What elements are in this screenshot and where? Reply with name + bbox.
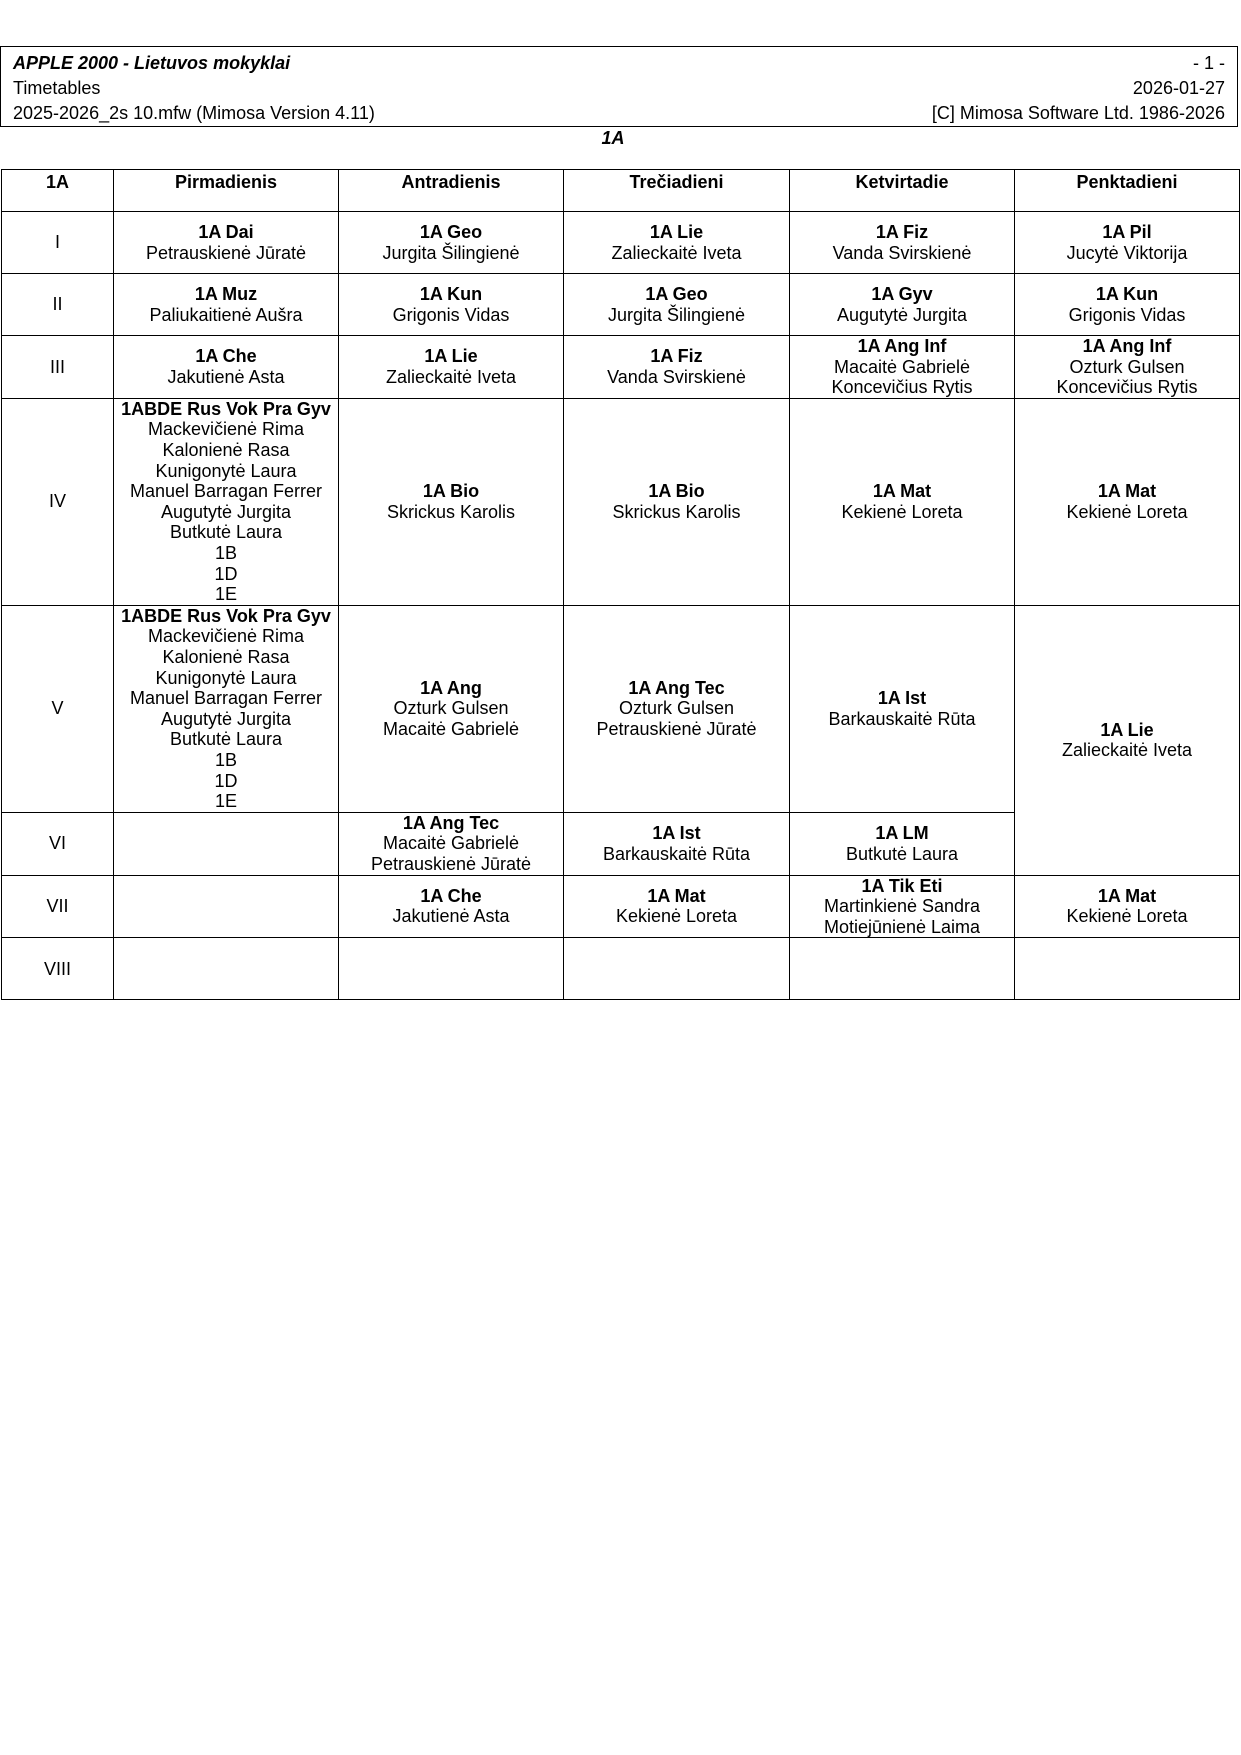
subject-label: 1A Pil (1102, 221, 1152, 242)
teacher-or-group: Mackevičienė Rima (147, 419, 305, 440)
teacher-or-group: 1B (214, 749, 238, 770)
lesson-cell (564, 938, 790, 1000)
lesson-cell (114, 274, 339, 336)
copyright: [C] Mimosa Software Ltd. 1986-2026 (931, 103, 1225, 123)
class-title: 1A (601, 128, 625, 148)
teacher-or-group: Koncevičius Rytis (1056, 377, 1198, 398)
subject-label: 1A Che (420, 885, 482, 906)
lesson-cell (339, 274, 564, 336)
period-label: VI (2, 812, 114, 875)
subject-label: 1A Bio (648, 481, 705, 502)
lesson-cell (114, 212, 339, 274)
subject-label: 1A Bio (422, 481, 480, 502)
lesson-cell (114, 812, 339, 875)
period-label: I (2, 212, 114, 274)
teacher-or-group: Barkauskaitė Rūta (828, 708, 976, 729)
subject-label: 1ABDE Rus Vok Pra Gyv (121, 398, 331, 419)
lesson-cell (1015, 605, 1240, 875)
subject-label: 1A Fiz (875, 221, 929, 242)
period-label: II (2, 274, 114, 336)
subject-label: 1A Lie (424, 346, 478, 367)
teacher-or-group: Jakutienė Asta (392, 906, 510, 927)
subject-label: 1A Fiz (650, 346, 703, 367)
subject-label: 1A Gyv (871, 283, 933, 304)
teacher-or-group: Barkauskaitė Rūta (602, 843, 751, 864)
teacher-or-group: Macaitė Gabrielė (833, 356, 971, 377)
teacher-or-group: Kekienė Loreta (841, 501, 963, 522)
day-header: Antradienis (339, 170, 564, 212)
lesson-cell (1015, 938, 1240, 1000)
teacher-or-group: 1E (214, 791, 238, 812)
teacher-or-group: Augutytė Jurgita (836, 304, 968, 325)
lesson-cell (1015, 398, 1240, 605)
lesson-cell (339, 336, 564, 399)
lesson-cell (114, 336, 339, 399)
lesson-cell (339, 212, 564, 274)
teacher-or-group: Jurgita Šilingienė (607, 304, 746, 325)
lesson-cell (564, 274, 790, 336)
teacher-or-group: Grigonis Vidas (392, 304, 510, 325)
lesson-cell (790, 212, 1015, 274)
corner-cell: 1A (2, 170, 114, 212)
lesson-cell (339, 812, 564, 875)
lesson-cell (1015, 875, 1240, 938)
lesson-cell (790, 274, 1015, 336)
lesson-cell (339, 938, 564, 1000)
lesson-cell (790, 605, 1015, 812)
teacher-or-group: Kalonienė Rasa (162, 647, 290, 667)
subject-label: 1A Mat (647, 885, 706, 906)
subject-label: 1A Mat (1097, 481, 1157, 502)
lesson-cell (339, 398, 564, 605)
lesson-cell (339, 875, 564, 938)
teacher-or-group: Butkutė Laura (169, 729, 283, 750)
teacher-or-group: Augutytė Jurgita (160, 708, 292, 729)
period-label: III (2, 336, 114, 399)
teacher-or-group: Paliukaitienė Aušra (149, 304, 303, 325)
lesson-cell (564, 812, 790, 875)
period-row (2, 212, 1240, 274)
lesson-cell (790, 336, 1015, 399)
day-header: Penktadieni (1015, 170, 1240, 212)
subject-label: 1A Tik Eti (861, 875, 943, 896)
lesson-cell (114, 938, 339, 1000)
period-row (2, 336, 1240, 399)
subject-label: 1A Ist (877, 688, 927, 709)
teacher-or-group: Jurgita Šilingienė (382, 242, 520, 263)
report-header (0, 46, 1238, 127)
lesson-cell (1015, 336, 1240, 399)
subject-label: 1A Geo (645, 283, 708, 304)
timetable (1, 169, 1240, 1000)
subject-label: 1A Ist (652, 823, 701, 844)
subject-label: 1ABDE Rus Vok Pra Gyv (121, 605, 331, 626)
lesson-cell (790, 398, 1015, 605)
subject-label: 1A Ang (420, 677, 482, 698)
report-date: 2026-01-27 (1132, 78, 1225, 98)
teacher-or-group: 1D (214, 770, 238, 791)
teacher-or-group: Ozturk Gulsen (1069, 356, 1185, 377)
subject-label: 1A Kun (1095, 283, 1159, 304)
teacher-or-group: Kunigonytė Laura (155, 667, 297, 688)
teacher-or-group: Vanda Svirskienė (832, 242, 972, 263)
teacher-or-group: Skrickus Karolis (386, 501, 516, 522)
lesson-cell (564, 875, 790, 938)
subject-label: 1A Ang Tec (402, 812, 500, 833)
lesson-cell (114, 398, 339, 605)
teacher-or-group: Vanda Svirskienė (607, 366, 746, 387)
subject-label: 1A Mat (872, 481, 932, 502)
teacher-or-group: Kunigonytė Laura (155, 460, 297, 481)
lesson-cell (1015, 274, 1240, 336)
teacher-or-group: Butkutė Laura (169, 522, 283, 543)
teacher-or-group: Kekienė Loreta (1066, 501, 1188, 522)
teacher-or-group: Zalieckaitė Iveta (1061, 740, 1193, 761)
day-header: Trečiadieni (564, 170, 790, 212)
day-header: Pirmadienis (114, 170, 339, 212)
period-label: VIII (2, 938, 114, 1000)
lesson-cell (339, 605, 564, 812)
lesson-cell (564, 605, 790, 812)
teacher-or-group: Petrauskienė Jūratė (596, 719, 757, 740)
teacher-or-group: Kekienė Loreta (1066, 906, 1188, 927)
report-subtitle: Timetables (13, 78, 101, 98)
subject-label: 1A Dai (198, 221, 254, 242)
teacher-or-group: Macaitė Gabrielė (382, 719, 520, 740)
lesson-cell (790, 875, 1015, 938)
teacher-or-group: Petrauskienė Jūratė (145, 242, 307, 263)
lesson-cell (564, 336, 790, 399)
teacher-or-group: Zalieckaitė Iveta (611, 242, 742, 263)
lesson-cell (114, 875, 339, 938)
teacher-or-group: Ozturk Gulsen (618, 698, 735, 719)
lesson-cell (564, 212, 790, 274)
lesson-cell (790, 812, 1015, 875)
teacher-or-group: Motiejūnienė Laima (823, 916, 981, 937)
teacher-or-group: Macaitė Gabrielė (382, 833, 520, 854)
period-label: IV (2, 398, 114, 605)
teacher-or-group: Grigonis Vidas (1068, 304, 1186, 325)
teacher-or-group: Augutytė Jurgita (160, 501, 292, 522)
teacher-or-group: 1D (214, 563, 238, 584)
subject-label: 1A Kun (419, 283, 483, 304)
subject-label: 1A Ang Inf (857, 336, 947, 356)
lesson-cell (114, 605, 339, 812)
teacher-or-group: Martinkienė Sandra (823, 896, 981, 917)
day-header: Ketvirtadie (790, 170, 1015, 212)
teacher-or-group: Manuel Barragan Ferrer (129, 481, 323, 502)
teacher-or-group: Kalonienė Rasa (162, 440, 290, 460)
teacher-or-group: Jucytė Viktorija (1066, 242, 1188, 263)
teacher-or-group: Zalieckaitė Iveta (385, 366, 517, 387)
teacher-or-group: Kekienė Loreta (615, 906, 738, 927)
subject-label: 1A LM (875, 823, 929, 844)
period-row (2, 274, 1240, 336)
subject-label: 1A Ang Tec (628, 677, 725, 698)
file-name: 2025-2026_2s 10.mfw (Mimosa Version 4.11) (13, 103, 375, 123)
lesson-cell (564, 398, 790, 605)
period-row (2, 938, 1240, 1000)
period-row (2, 875, 1240, 938)
period-row (2, 605, 1240, 812)
subject-label: 1A Mat (1097, 885, 1157, 906)
teacher-or-group: Koncevičius Rytis (831, 377, 973, 398)
teacher-or-group: Skrickus Karolis (612, 501, 741, 522)
teacher-or-group: Ozturk Gulsen (393, 698, 509, 719)
subject-label: 1A Ang Inf (1082, 336, 1172, 356)
teacher-or-group: 1E (214, 584, 238, 605)
teacher-or-group: 1B (214, 542, 238, 563)
teacher-or-group: Manuel Barragan Ferrer (129, 688, 323, 709)
subject-label: 1A Muz (194, 283, 258, 304)
teacher-or-group: Jakutienė Asta (167, 366, 285, 387)
header-row (2, 170, 1240, 212)
subject-label: 1A Che (195, 346, 257, 367)
teacher-or-group: Butkutė Laura (845, 843, 959, 864)
teacher-or-group: Mackevičienė Rima (147, 626, 305, 647)
period-label: V (2, 605, 114, 812)
subject-label: 1A Lie (649, 221, 704, 242)
period-row (2, 398, 1240, 605)
subject-label: 1A Lie (1100, 719, 1154, 740)
report-title: APPLE 2000 - Lietuvos mokyklai (13, 53, 291, 73)
lesson-cell (790, 938, 1015, 1000)
page-number: - 1 - (1192, 53, 1225, 73)
period-label: VII (2, 875, 114, 938)
lesson-cell (1015, 212, 1240, 274)
subject-label: 1A Geo (419, 221, 483, 242)
teacher-or-group: Petrauskienė Jūratė (370, 853, 532, 874)
